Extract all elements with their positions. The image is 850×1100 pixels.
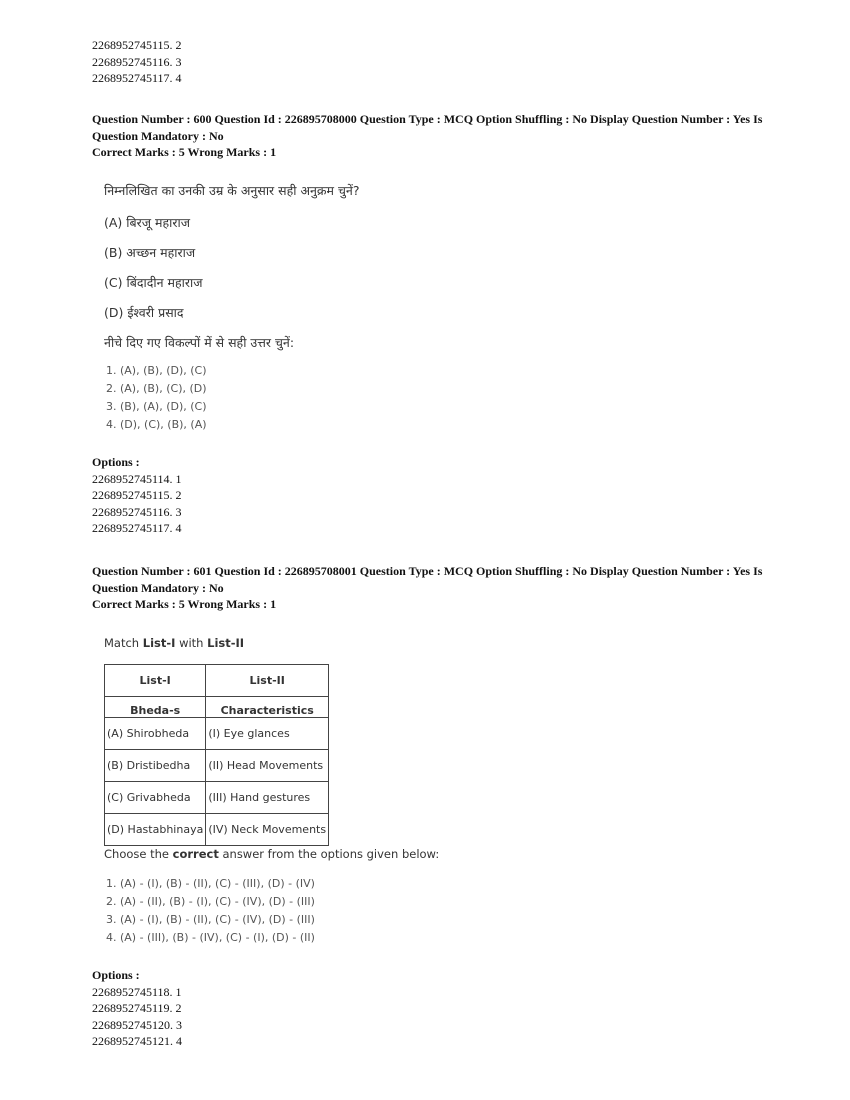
q600-choice: 3. (B), (A), (D), (C)	[106, 400, 207, 413]
q601-choice: 1. (A) - (I), (B) - (II), (C) - (III), (D) - (IV)	[106, 877, 315, 890]
option-line: 2268952745120. 3	[92, 1017, 182, 1032]
q601-instruction	[104, 847, 439, 861]
table-subheader-cell: Characteristics	[206, 697, 329, 718]
q600-item: (C) बिंदादीन महाराज	[104, 275, 203, 290]
q600-instruction: नीचे दिए गए विकल्पों में से सही उत्तर चुनें:	[104, 335, 295, 350]
q600-item: (A) बिरजू महाराज	[104, 215, 190, 230]
match-table	[104, 664, 329, 846]
q601-choice: 2. (A) - (II), (B) - (I), (C) - (IV), (D) - (III)	[106, 895, 315, 908]
table-subheader-cell: Bheda-s	[105, 697, 206, 718]
q600-item: (D) ईश्वरी प्रसाद	[104, 305, 184, 320]
table-row	[105, 782, 329, 814]
table-cell: (IV) Neck Movements	[206, 814, 329, 846]
table-cell: (III) Hand gestures	[206, 782, 329, 814]
table-subheader-row	[105, 697, 329, 718]
option-line: 2268952745118. 1	[92, 984, 182, 999]
options-label: Options :	[92, 968, 140, 982]
prompt-list2: List-II	[207, 636, 245, 650]
options-label: Options :	[92, 455, 140, 469]
table-header-row	[105, 665, 329, 697]
q601-choice: 3. (A) - (I), (B) - (II), (C) - (IV), (D) - (III)	[106, 913, 315, 926]
table-cell: (C) Grivabheda	[105, 782, 206, 814]
table-cell: (II) Head Movements	[206, 750, 329, 782]
q600-item: (B) अच्छन महाराज	[104, 245, 196, 260]
q600-choices	[106, 362, 207, 434]
option-line: 2268952745119. 2	[92, 1001, 182, 1015]
q601-marks: Correct Marks : 5 Wrong Marks : 1	[92, 597, 277, 611]
q601-header	[92, 563, 792, 613]
option-line: 2268952745115. 2	[92, 488, 182, 502]
option-line: 2268952745116. 3	[92, 54, 182, 69]
q600-header	[92, 111, 792, 161]
table-cell: (D) Hastabhinaya	[105, 814, 206, 846]
q601-options	[92, 967, 182, 1050]
table-cell: (B) Dristibedha	[105, 750, 206, 782]
option-line: 2268952745115. 2	[92, 38, 182, 52]
prompt-text: with	[175, 636, 208, 650]
q601-prompt	[104, 636, 244, 650]
q600-marks: Correct Marks : 5 Wrong Marks : 1	[92, 145, 277, 159]
option-line: 2268952745117. 4	[92, 71, 182, 85]
q600-mandatory: Question Mandatory : No	[92, 128, 224, 143]
option-line: 2268952745116. 3	[92, 504, 182, 519]
table-header-cell: List-I	[105, 665, 206, 697]
table-row	[105, 814, 329, 846]
top-options-list	[92, 37, 182, 87]
q600-prompt: निम्नलिखित का उनकी उम्र के अनुसार सही अनुक्रम चुनें?	[104, 183, 360, 198]
q601-choices	[106, 875, 315, 947]
q600-meta: Question Number : 600 Question Id : 226895708000 Question Type : MCQ Option Shuffling : No Display Question Number : Yes Is	[92, 112, 763, 126]
prompt-text: Match	[104, 636, 143, 650]
q600-options	[92, 454, 182, 537]
q600-choice: 4. (D), (C), (B), (A)	[106, 418, 207, 431]
q601-meta: Question Number : 601 Question Id : 226895708001 Question Type : MCQ Option Shuffling : No Display Question Number : Yes Is	[92, 564, 763, 578]
q600-choice: 2. (A), (B), (C), (D)	[106, 382, 207, 395]
q601-choice: 4. (A) - (III), (B) - (IV), (C) - (I), (D) - (II)	[106, 931, 315, 944]
prompt-list1: List-I	[142, 636, 176, 650]
table-header-cell: List-II	[206, 665, 329, 697]
option-line: 2268952745114. 1	[92, 471, 182, 486]
q600-choice: 1. (A), (B), (D), (C)	[106, 364, 207, 377]
table-row	[105, 750, 329, 782]
instruction-bold: correct	[172, 847, 219, 861]
q601-mandatory: Question Mandatory : No	[92, 580, 224, 595]
instruction-text: answer from the options given below:	[218, 847, 440, 861]
table-cell: (I) Eye glances	[206, 718, 329, 750]
option-line: 2268952745121. 4	[92, 1034, 182, 1048]
table-row	[105, 718, 329, 750]
instruction-text: Choose the	[104, 847, 173, 861]
table-cell: (A) Shirobheda	[105, 718, 206, 750]
option-line: 2268952745117. 4	[92, 521, 182, 535]
